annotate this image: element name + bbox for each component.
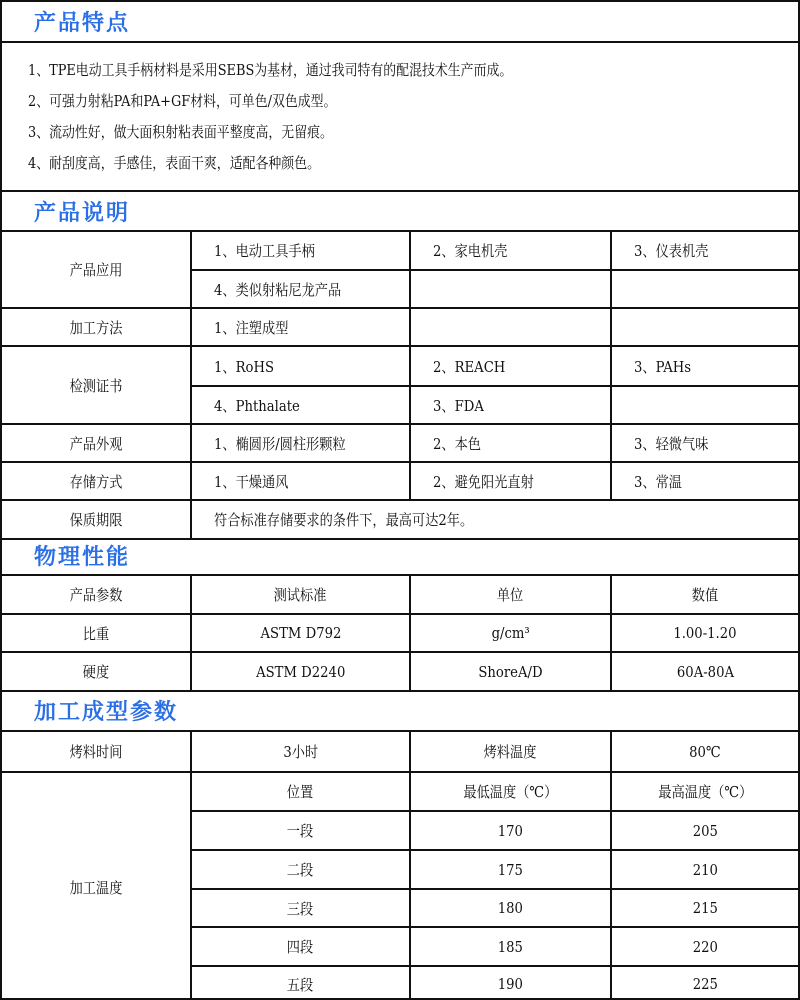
storage-label: 存储方式 — [2, 462, 191, 500]
appearance-item: 3、轻微气味 — [611, 424, 798, 462]
unit: g/cm³ — [410, 614, 611, 652]
zone: 一段 — [191, 811, 410, 850]
unit: ShoreA/D — [410, 652, 611, 691]
section-title-features: 产品特点 — [2, 2, 798, 43]
table-row — [2, 614, 798, 652]
appearance-item: 2、本色 — [410, 424, 611, 462]
application-item: 1、电动工具手柄 — [191, 232, 410, 270]
certificate-item: 1、RoHS — [191, 346, 410, 386]
table-header-row — [2, 772, 798, 811]
table-row — [2, 424, 798, 462]
property-name: 硬度 — [2, 652, 191, 691]
table-row — [2, 232, 798, 270]
min-temp: 175 — [410, 850, 611, 889]
property-name: 比重 — [2, 614, 191, 652]
test-standard: ASTM D792 — [191, 614, 410, 652]
max-temp: 225 — [611, 966, 798, 1000]
drying-temp-label: 烤料温度 — [410, 732, 611, 772]
features-list — [2, 43, 798, 192]
appearance-item: 1、椭圆形/圆柱形颗粒 — [191, 424, 410, 462]
table-row — [2, 500, 798, 539]
processing-temp-label: 加工温度 — [2, 772, 191, 1000]
column-header: 最高温度（℃） — [611, 772, 798, 811]
feature-item: 2、可强力射粘PA和PA+GF材料，可单色/双色成型。 — [28, 92, 337, 110]
certificates-label: 检测证书 — [2, 346, 191, 424]
feature-item: 3、流动性好，做大面积射粘表面平整度高，无留痕。 — [28, 123, 333, 141]
column-header: 数值 — [611, 576, 798, 614]
storage-item: 1、干燥通风 — [191, 462, 410, 500]
physical-properties-table — [2, 576, 798, 692]
column-header: 测试标准 — [191, 576, 410, 614]
max-temp: 210 — [611, 850, 798, 889]
table-header-row — [2, 576, 798, 614]
min-temp: 185 — [410, 927, 611, 966]
table-row — [2, 346, 798, 386]
application-item: 4、类似射粘尼龙产品 — [191, 270, 410, 308]
value: 60A-80A — [611, 652, 798, 691]
certificate-item: 3、FDA — [410, 386, 611, 424]
feature-item: 4、耐刮度高，手感佳，表面干爽，适配各种颜色。 — [28, 154, 321, 172]
column-header: 位置 — [191, 772, 410, 811]
max-temp: 220 — [611, 927, 798, 966]
table-row — [2, 652, 798, 691]
certificate-item: 3、PAHs — [611, 346, 798, 386]
appearance-label: 产品外观 — [2, 424, 191, 462]
column-header: 最低温度（℃） — [410, 772, 611, 811]
empty-cell — [611, 308, 798, 346]
table-row — [2, 308, 798, 346]
method-label: 加工方法 — [2, 308, 191, 346]
test-standard: ASTM D2240 — [191, 652, 410, 691]
max-temp: 215 — [611, 889, 798, 927]
shelf-life-label: 保质期限 — [2, 500, 191, 539]
empty-cell — [611, 386, 798, 424]
feature-item: 1、TPE电动工具手柄材料是采用SEBS为基材，通过我司特有的配混技术生产而成。 — [28, 61, 513, 79]
table-row — [2, 462, 798, 500]
processing-table — [2, 732, 798, 1000]
column-header: 单位 — [410, 576, 611, 614]
table-row — [2, 732, 798, 772]
min-temp: 170 — [410, 811, 611, 850]
empty-cell — [611, 270, 798, 308]
storage-item: 2、避免阳光直射 — [410, 462, 611, 500]
empty-cell — [410, 308, 611, 346]
certificate-item: 4、Phthalate — [191, 386, 410, 424]
min-temp: 190 — [410, 966, 611, 1000]
drying-time-label: 烤料时间 — [2, 732, 191, 772]
zone: 四段 — [191, 927, 410, 966]
application-item: 2、家电机壳 — [410, 232, 611, 270]
description-table — [2, 232, 798, 540]
drying-time-value: 3小时 — [191, 732, 410, 772]
section-title-description: 产品说明 — [2, 192, 798, 232]
application-item: 3、仪表机壳 — [611, 232, 798, 270]
empty-cell — [410, 270, 611, 308]
min-temp: 180 — [410, 889, 611, 927]
storage-item: 3、常温 — [611, 462, 798, 500]
method-item: 1、注塑成型 — [191, 308, 410, 346]
certificate-item: 2、REACH — [410, 346, 611, 386]
max-temp: 205 — [611, 811, 798, 850]
section-title-physical: 物理性能 — [2, 537, 798, 576]
value: 1.00-1.20 — [611, 614, 798, 652]
section-title-processing: 加工成型参数 — [2, 691, 798, 732]
zone: 三段 — [191, 889, 410, 927]
drying-temp-value: 80℃ — [611, 732, 798, 772]
zone: 五段 — [191, 966, 410, 1000]
shelf-life-value: 符合标准存储要求的条件下，最高可达2年。 — [191, 500, 798, 539]
zone: 二段 — [191, 850, 410, 889]
column-header: 产品参数 — [2, 576, 191, 614]
application-label: 产品应用 — [2, 232, 191, 308]
